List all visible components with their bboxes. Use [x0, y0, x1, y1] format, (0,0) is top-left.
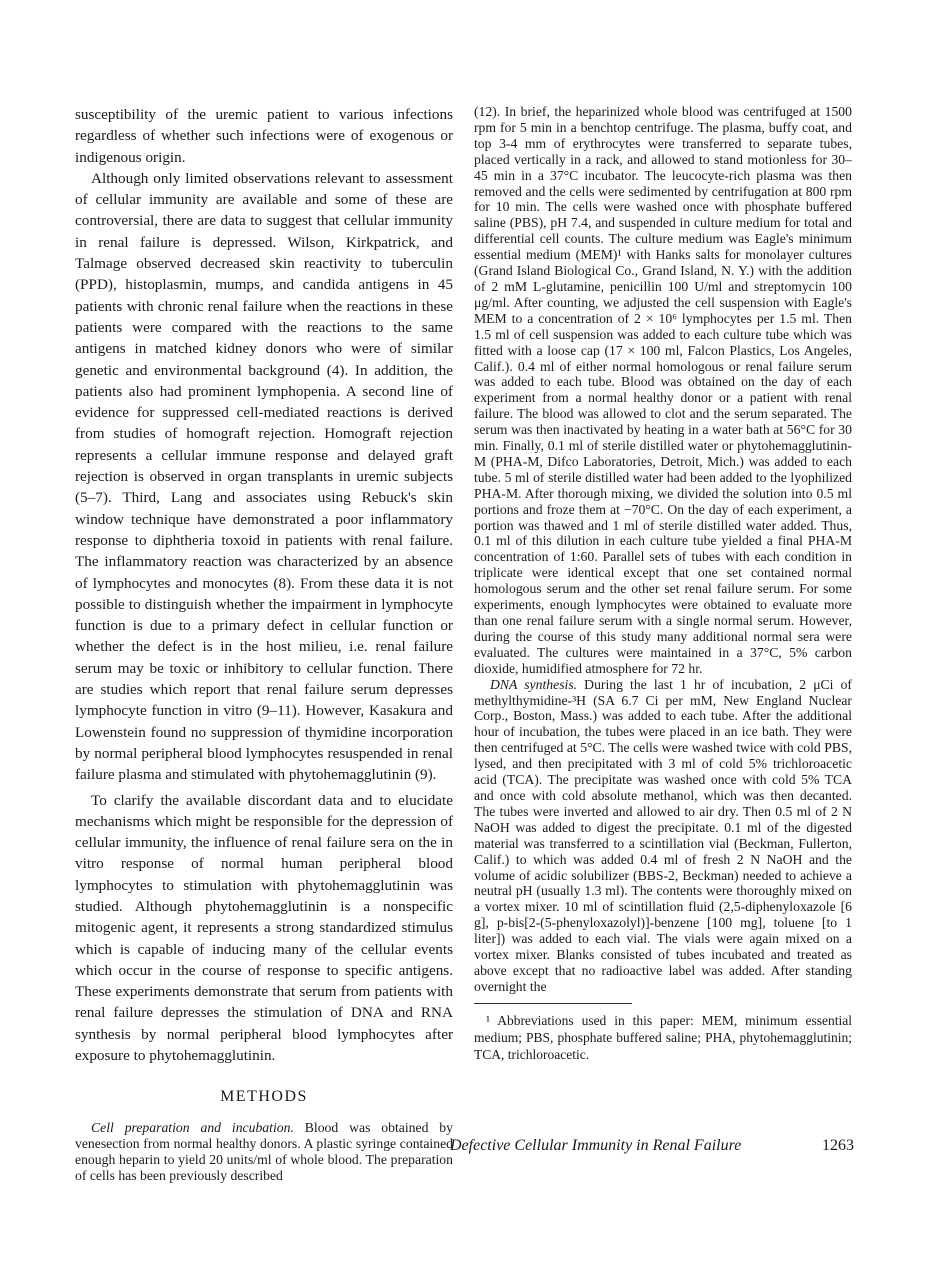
footnote-abbreviations: ¹ Abbreviations used in this paper: MEM, minimum essential medium; PBS, phosphate buffered saline; PHA, phytohemagglutinin; TCA, trichloroacetic.: [474, 1012, 852, 1062]
running-title: Defective Cellular Immunity in Renal Failure: [450, 1137, 742, 1154]
page-number: 1263: [822, 1137, 854, 1154]
study-aim-paragraph: To clarify the available discordant data and to elucidate mechanisms which might be responsible for the depression of cellular immunity, the influence of renal failure sera on the in vitro response of normal human peripheral blood lymphocytes to stimulation with phytohemagglutinin was studied. Although phytohemagglutinin is a nonspecific mitogenic agent, it represents a strong standardized stimulus which is capable of inducing many of the cellular events which occur in the course of response to specific antigens. These experiments demonstrate that serum from patients with renal failure depresses the stimulation of DNA and RNA synthesis by normal peripheral blood lymphocytes after exposure to phytohemagglutinin.: [75, 791, 453, 1065]
cell-preparation-text: Blood was obtained by venesection from normal healthy donors. A plastic syringe contained enough heparin to yield 20 units/ml of whole blood. The preparation of cells has been previously described: [75, 1120, 453, 1184]
page-footer: [450, 1137, 854, 1155]
cell-preparation-paragraph: [75, 1120, 453, 1184]
dna-synthesis-paragraph: [474, 677, 852, 995]
footnote-divider: [474, 1003, 632, 1004]
cellular-immunity-paragraph: Although only limited observations relevant to assessment of cellular immunity are available and some of these are controversial, there are data to suggest that cellular immunity in renal failure is depressed. Wilson, Kirkpatrick, and Talmage observed decreased skin reactivity to tuberculin (PPD), histoplasmin, mumps, and candida antigens in 45 patients with chronic renal failure when the reactions in these patients were compared with the reactions to the same antigens in matched kidney donors who were of similar genetic and environmental background (4). In addition, the patients also had prominent lymphopenia. A second line of evidence for suppressed cell-mediated reactions is derived from studies of homograft rejection. Homograft rejection represents a cellular immune response and delayed graft rejection is observed in organ transplants in uremic subjects (5–7). Third, Lang and associates using Rebuck's skin window technique have demonstrated a poor inflammatory response to diphtheria toxoid in patients with renal failure. The inflammatory reaction was characterized by an absence of lymphocytes and monocytes (8). From these data it is not possible to distinguish whether the impairment in lymphocyte function is due to a primary defect in cellular function or whether the defect is in the host milieu, i.e. renal failure serum may be toxic or inhibitory to cellular function. There are studies which report that renal failure serum depresses lymphocyte function in vitro (9–11). However, Kasakura and Lowenstein found no suppression of thymidine incorporation by normal peripheral blood lymphocytes resuspended in renal failure plasma and stimulated with phytohemagglutinin (9).: [75, 169, 453, 784]
intro-paragraph-continued: susceptibility of the uremic patient to various infections regardless of whether such infections were of exogenous or indigenous origin.: [75, 106, 453, 166]
methods-heading: METHODS: [220, 1088, 308, 1106]
right-column: [474, 104, 852, 1063]
dna-synthesis-text: During the last 1 hr of incubation, 2 μCi of methylthymidine-³H (SA 6.7 Ci per mM, New England Nuclear Corp., Boston, Mass.) was added to each tube. After the additional hour of incubation, the tubes were placed in an ice bath. They were then centrifuged at 5°C. The cells were washed twice with cold PBS, lysed, and then precipitated with 3 ml of cold 5% trichloroacetic acid (TCA). The precipitate was washed once with cold 5% TCA and once with cold absolute methanol, which was then decanted. The tubes were inverted and allowed to air dry. Then 0.5 ml of 2 N NaOH was added to digest the precipitate. 0.1 ml of the digested material was transferred to a scintillation vial (Beckman, Fullerton, Calif.) to which was added 0.4 ml of fresh 2 N NaOH and the volume of acidic solubilizer (BBS-2, Beckman) needed to achieve a neutral pH (usually 1.3 ml). The contents were thoroughly mixed on a vortex mixer. 10 ml of scintillation fluid (2,5-diphenyloxazole [6 g], p-bis[2-(5-phenyloxazolyl)]-benzene [100 mg], toluene [to 1 liter]) was added to each vial. The vials were again mixed on a vortex mixer. Blanks consisted of tubes incubated and treated as above except that no radioactive label was added. After standing overnight the: [474, 676, 852, 994]
left-column: [75, 104, 453, 1184]
dna-synthesis-runin: DNA synthesis.: [490, 676, 578, 692]
cell-preparation-runin: Cell preparation and incubation.: [91, 1120, 294, 1136]
cell-preparation-continued: (12). In brief, the heparinized whole blood was centrifuged at 1500 rpm for 5 min in a benchtop centrifuge. The plasma, buffy coat, and top 3-4 mm of erythrocytes were transferred to separate tubes, placed vertically in a rack, and allowed to stand motionless for 30–45 min in a 37°C incubator. The leucocyte-rich plasma was then removed and the cells were sedimented by centrifugation at 800 rpm for 10 min. The cells were washed once with phosphate buffered saline (PBS), pH 7.4, and suspended in culture medium for total and differential cell counts. The culture medium was Eagle's minimum essential medium (MEM)¹ with Hanks salts for monolayer cultures (Grand Island Biological Co., Grand Island, N. Y.) with the addition of 2 mM L-glutamine, penicillin 100 U/ml and streptomycin 100 μg/ml. After counting, we adjusted the cell suspension with Eagle's MEM to a concentration of 2 × 10⁶ lymphocytes per 1.5 ml. Then 1.5 ml of cell suspension was added to each culture tube which was fitted with a loose cap (17 × 100 ml, Falcon Plastics, Los Angeles, Calif.). 0.4 ml of either normal homologous or renal failure serum was added to each tube. Blood was obtained on the day of each experiment from a normal healthy donor or a patient with renal failure. The blood was allowed to clot and the serum separated. The serum was then inactivated by heating in a water bath at 56°C for 30 min. Finally, 0.1 ml of sterile distilled water or phytohemagglutinin-M (PHA-M, Difco Laboratories, Detroit, Mich.) was added to each tube. 5 ml of sterile distilled water had been added to the lyophilized PHA-M. After thorough mixing, we divided the solution into 0.5 ml portions and froze them at −70°C. On the day of each experiment, a portion was thawed and 1 ml of sterile distilled water added. Thus, 0.1 ml of this dilution in each culture tube yielded a final PHA-M concentration of 1:60. Parallel sets of tubes with each condition in triplicate were identical except that one set contained normal homologous serum and the other set renal failure serum. For some experiments, enough lymphocytes were obtained to evaluate more than one renal failure serum with a single normal serum. However, during the course of this study many additional normal sera were evaluated. The cultures were maintained in a 37°C, 5% carbon dioxide, humidified atmosphere for 72 hr.: [474, 104, 852, 676]
